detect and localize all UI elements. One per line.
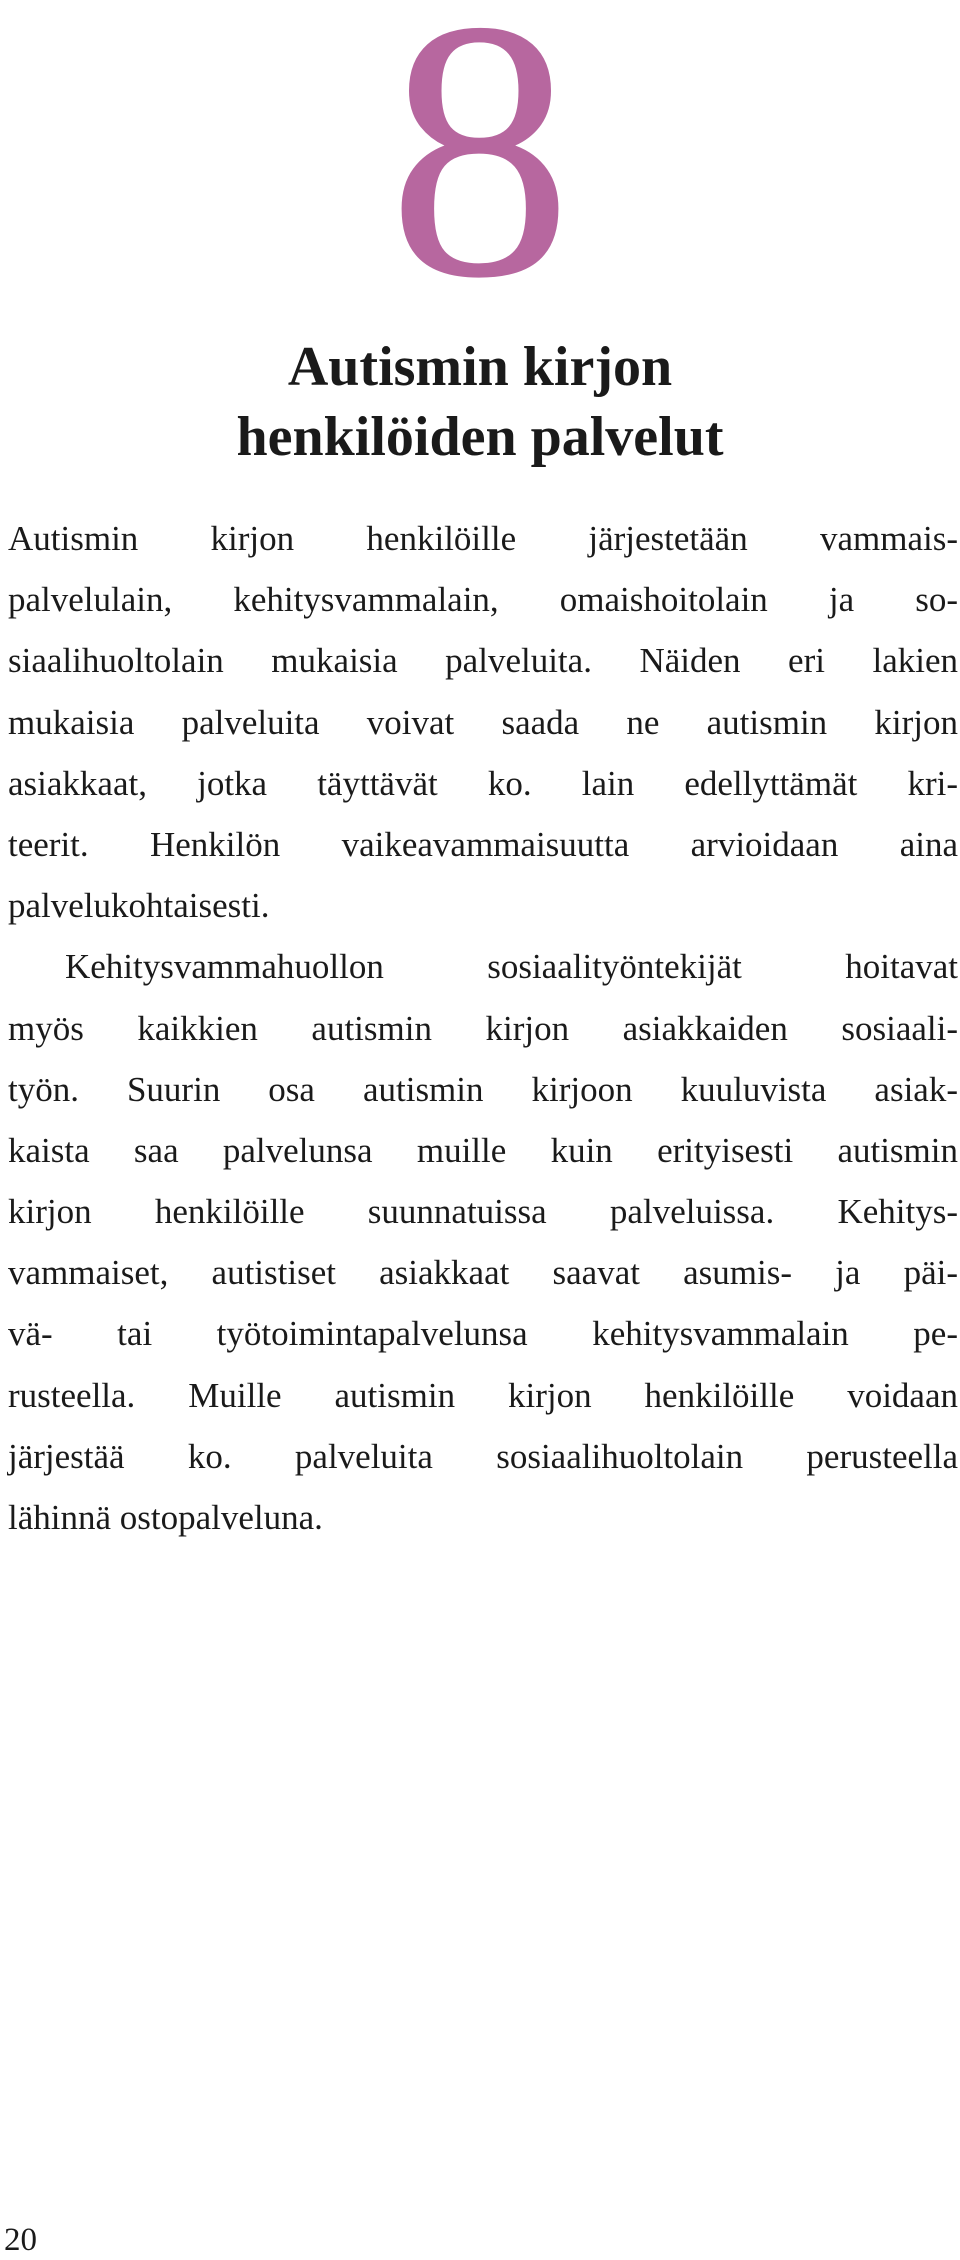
text-line: palvelukohtaisesti. xyxy=(8,886,270,926)
text-line: myös kaikkien autismin kirjon asiakkaiden sosiaali- xyxy=(8,1008,958,1048)
text-line: teerit. Henkilön vaikeavammaisuutta arvioidaan aina xyxy=(8,824,958,864)
chapter-title xyxy=(0,332,960,472)
text-line: vä- tai työtoimintapalvelunsa kehitysvammalain pe- xyxy=(8,1314,958,1354)
chapter-title-line: henkilöiden palvelut xyxy=(236,406,724,468)
text-line: kaista saa palvelunsa muille kuin erityisesti autismin xyxy=(8,1130,958,1170)
text-line: siaalihuoltolain mukaisia palveluita. Näiden eri lakien xyxy=(8,641,958,681)
text-line: järjestää ko. palveluita sosiaalihuoltolain perusteella xyxy=(8,1436,958,1476)
body-text xyxy=(8,508,958,1548)
text-line: Kehitysvammahuollon sosiaalityöntekijät hoitavat xyxy=(65,947,958,987)
text-line: rusteella. Muille autismin kirjon henkilöille voidaan xyxy=(8,1375,958,1415)
text-line: työn. Suurin osa autismin kirjoon kuuluvista asiak- xyxy=(8,1069,958,1109)
paragraph xyxy=(8,508,958,936)
chapter-title-line: Autismin kirjon xyxy=(287,336,673,398)
page-number: 20 xyxy=(4,2222,37,2258)
text-line: Autismin kirjon henkilöille järjestetään vammais- xyxy=(8,519,958,558)
text-line: vammaiset, autistiset asiakkaat saavat asumis- ja päi- xyxy=(8,1253,958,1293)
paragraph xyxy=(8,936,958,1548)
text-line: mukaisia palveluita voivat saada ne autismin kirjon xyxy=(8,702,958,742)
text-line: lähinnä ostopalveluna. xyxy=(8,1498,323,1537)
text-line: kirjon henkilöille suunnatuissa palveluissa. Kehitys- xyxy=(8,1192,958,1232)
text-line: palvelulain, kehitysvammalain, omaishoitolain ja so- xyxy=(8,580,958,620)
chapter-number: 8 xyxy=(387,0,573,355)
text-line: asiakkaat, jotka täyttävät ko. lain edellyttämät kri- xyxy=(8,763,958,803)
